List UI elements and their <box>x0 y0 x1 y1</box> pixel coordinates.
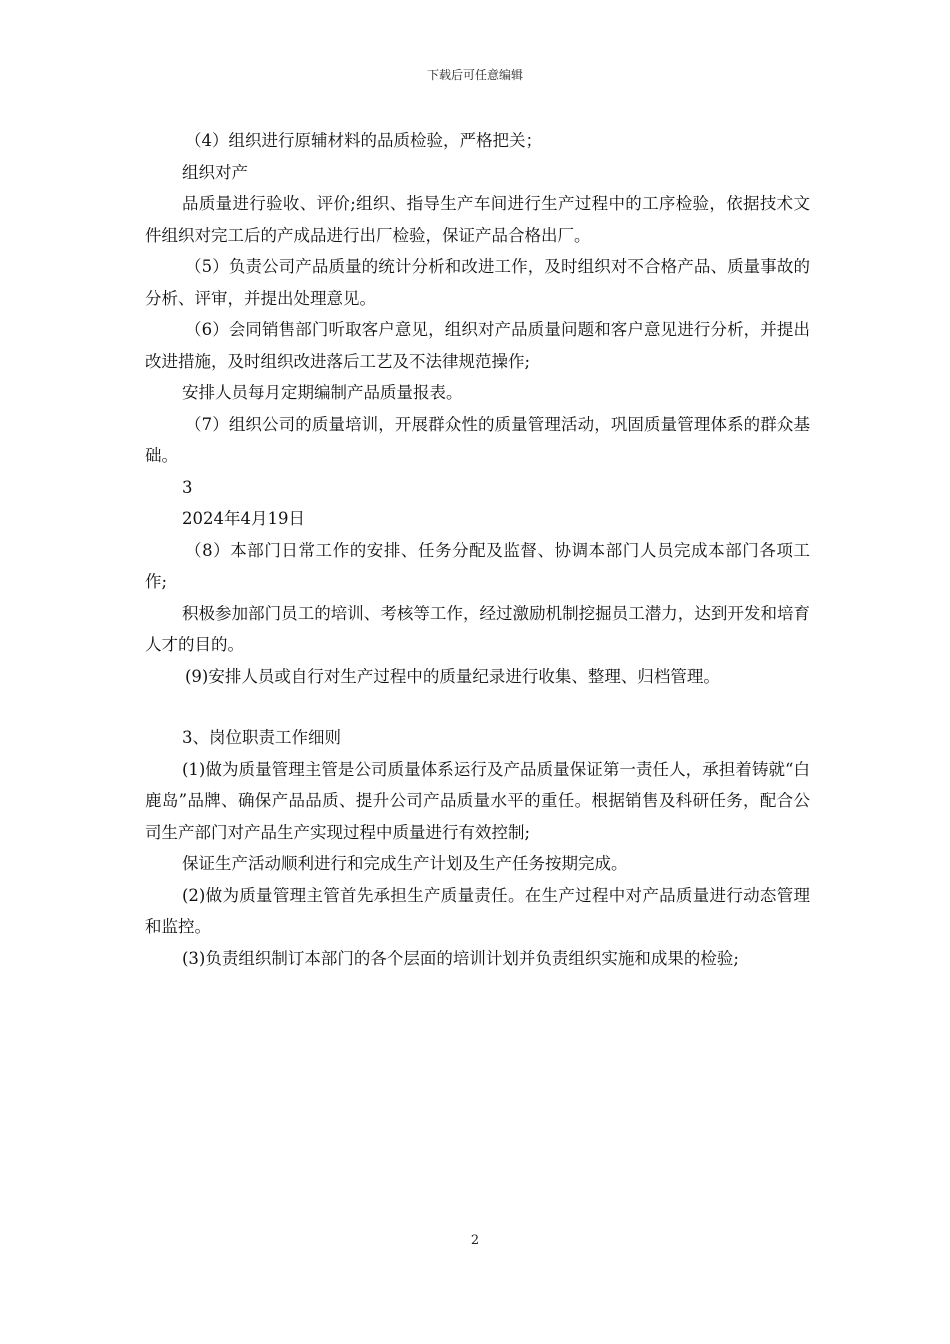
page-header: 下载后可任意编辑 <box>426 68 523 82</box>
paragraph-duty-3: (3)负责组织制订本部门的各个层面的培训计划并负责组织实施和成果的检验; <box>182 948 739 968</box>
paragraph-training: 积极参加部门员工的培训、考核等工作，经过激励机制挖掘员工潜力，达到开发和培育人才的目的。 <box>145 603 810 654</box>
paragraph-item-9: (9)安排人员或自行对生产过程中的质量纪录进行收集、整理、归档管理。 <box>185 666 720 686</box>
paragraph-item-5: （5）负责公司产品质量的统计分析和改进工作，及时组织对不合格产品、质量事故的分析、评审，并提出处理意见。 <box>145 257 810 308</box>
paragraph-fragment: 组织对产 <box>182 162 248 182</box>
spacer <box>145 692 810 722</box>
paragraph-quality-inspection: 品质量进行验收、评价;组织、指导生产车间进行生产过程中的工序检验，依据技术文件组织对完工后的产成品进行出厂检验，保证产品合格出厂。 <box>145 194 810 245</box>
paragraph-item-7: （7）组织公司的质量培训，开展群众性的质量管理活动，巩固质量管理体系的群众基础。 <box>145 414 810 465</box>
paragraph-item-6: （6）会同销售部门听取客户意见，组织对产品质量问题和客户意见进行分析，并提出改进措施，及时组织改进落后工艺及不法律规范操作; <box>145 320 810 371</box>
inline-page-number: 3 <box>182 477 193 497</box>
document-body <box>145 125 810 974</box>
page-number: 2 <box>470 1233 480 1248</box>
date-line: 2024年4月19日 <box>182 509 305 528</box>
paragraph-duty-2: (2)做为质量管理主管首先承担生产质量责任。在生产过程中对产品质量进行动态管理和监控。 <box>145 885 810 936</box>
section-heading: 3、岗位职责工作细则 <box>182 728 341 747</box>
paragraph-production-guarantee: 保证生产活动顺利进行和完成生产计划及生产任务按期完成。 <box>182 854 628 873</box>
paragraph-item-8: （8）本部门日常工作的安排、任务分配及监督、协调本部门人员完成本部门各项工作; <box>145 540 810 591</box>
paragraph-quality-report: 安排人员每月定期编制产品质量报表。 <box>182 383 463 402</box>
paragraph-item-4: （4）组织进行原辅材料的品质检验，严格把关； <box>185 131 542 150</box>
paragraph-duty-1: (1)做为质量管理主管是公司质量体系运行及产品质量保证第一责任人，承担着铸就“白鹿岛”品牌、确保产品品质、提升公司产品质量水平的重任。根据销售及科研任务，配合公司生产部门对产品生产实现过程中质量进行有效控制; <box>145 759 810 842</box>
